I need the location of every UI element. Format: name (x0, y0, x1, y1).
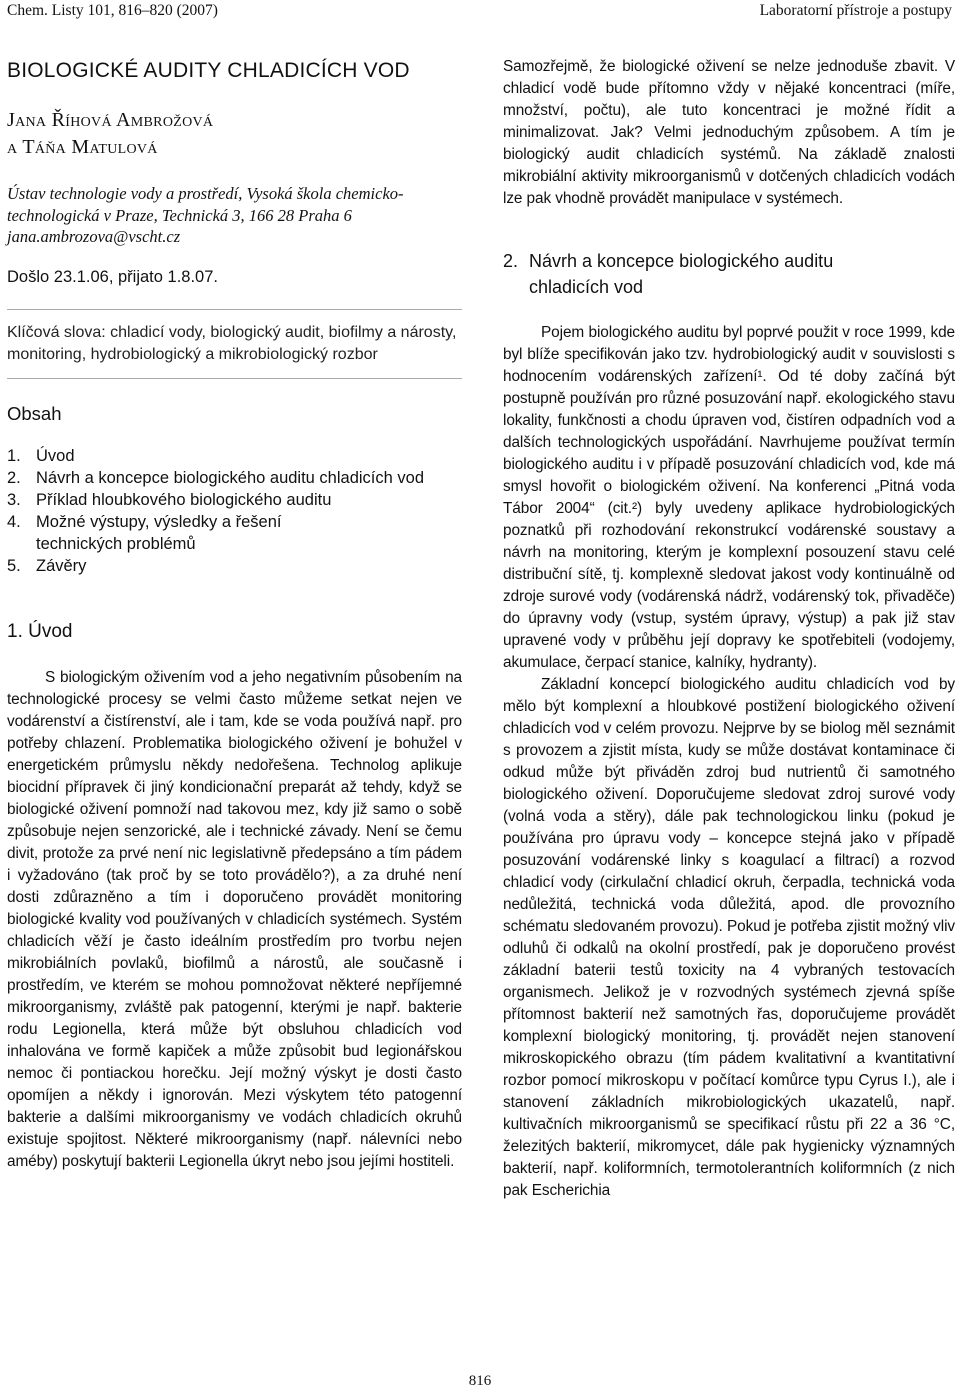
intro-paragraph: Samozřejmě, že biologické oživení se nelze jednoduše zbavit. V chladicí vodě bude přítomno vždy v nějaké koncentraci (míře, množství, počtu), ale tuto koncentraci je možné řídit a minimalizovat. Jak? Velmi jednoduchým způsobem. A tím je biologický audit chladicích systémů. Na základě znalosti mikrobiální aktivity mikroorganismů v dotčených chladicích vodách lze pak vhodně provádět manipulace v systémech. (503, 58, 955, 207)
journal-citation: Chem. Listy 101, 816–820 (2007) (7, 2, 218, 19)
author-2: a Táňa Matulová (7, 136, 158, 158)
section-1-heading: 1. Úvod (7, 620, 73, 642)
authors (7, 107, 462, 161)
article-title: BIOLOGICKÉ AUDITY CHLADICÍCH VOD (7, 59, 410, 82)
section-2-paragraph-2: Základní koncepcí biologického auditu chladicích vod by mělo být komplexní a hloubkové postižení biologického oživení chladicích vod v celém provozu. Nejprve by se biolog měl seznámit s provozem a zjistit místa, kudy se může dostávat kontaminace či odkud může být přiváděn zdroj bud nutrientů či samotného biologického oživení. Doporučujeme sledovat zdroj surové vody (volná voda a stěry), dále pak technologickou linku (pokud je používána pro úpravu vody – koncepce stejná jako v případě posuzování vodárenské linky s koagulací a filtrací) a rozvod chladicí vody (cirkulační chladicí okruh, čerpadla, technická voda nedůležitá, technická voda důležitá, apod. dle provozního schématu sledovaném provozu). Pokud je potřeba zjistit možný vliv odluhů či odkalů na okolní prostředí, pak je doporučeno provést základní baterii testů toxicity na 4 vybraných testovacích organismech. Jelikož je v rozvodných systémech zjevná spíše přítomnost bakterií než samotných řas, doporučujeme provádět komplexní biologický monitoring, tj. provádět nejen stanovení mikroskopického obrazu (tím pádem kvalitativní a kvantitativní rozbor pomocí mikroskopu v počítací komůrce typu Cyrus I.), ale i stanovení základních mikrobiologických ukazatelů, např. kultivačních mikroorganismů se specifikací růstu při 22 a 36 °C, železitých bakterií, mikromycet, dále pak hygienicky významných bakterií, např. koliformních, termotolerantních koliformních (z nich pak Escherichia (503, 676, 955, 1199)
section-2-heading: 2. Návrh a koncepce biologického auditu chladicích vod (503, 251, 834, 297)
toc-item: 3. Příklad hloubkového biologického auditu (7, 490, 332, 509)
section-2-paragraph-1: Pojem biologického auditu byl poprvé použit v roce 1999, kde byl blíže specifikován jako tzv. hydrobiologický audit v souvislosti s hodnocením vodárenských zařízení¹. Od té doby začíná být postupně používán pro různé posuzování např. ekologického stavu lokality, funkčnosti a chodu úpraven vod, čistíren odpadních vod a dalších technologických uspořádání. Navrhujeme používat termín biologického auditu i v případě posuzování chladicích vod, kde má smysl hovořit o biologickém oživení. Na konferenci „Pitná voda Tábor 2004“ (cit.²) byly uvedeny aplikace hydrobiologických poznatků při rozhodování rekonstrukcí vodárenské soustavy a návrh na monitoring, kterým je komplexní posouzení stavu celé distribuční sítě, tj. komplexně sledovat jakost vody kontinuálně od zdroje surové vody (vodárenská nádrž, vodárenský tok, přivaděče) do úpravny vody (vstup, systém úpravy, výstup) a pak již stav upravené vody v průběhu její dopravy ke spotřebiteli (vodojemy, akumulace, čerpací stanice, kalníky, hydranty). (503, 324, 955, 671)
left-column (7, 56, 462, 1173)
section-1-paragraph: S biologickým oživením vod a jeho negativním působením na technologické procesy se velmi často můžeme setkat nejen ve vodárenství a čistírenství, ale i tam, kde se voda používá např. pro potřeby chlazení. Problematika biologického oživení je bohužel v energetickém průmyslu někdy nedořešena. Technolog aplikuje biocidní přípravek či jiný kondicionační preparát až tehdy, když se biologické oživení pomnoží nad takovou mez, kdy již samo o sobě způsobuje nejen senzorické, ale i technické závady. Není se čemu divit, protože za prvé není nic legislativně předepsáno a tím pádem i vyžadováno (tak proč by se toto provádělo?), a za druhé není dosti zdůrazněno a tím i doporučeno provádět monitoring biologické kvality vod používaných v chladicích systémech. Systém chladicích věží je často ideálním prostředím pro tvorbu nejen mikrobiálních povlaků, biofilmů a nárostů, ale současně i prostředím, ve kterém se mohou pomnožovat některé nepříjemné mikroorganismy, zvláště pak patogenní, kterými je např. bakterie rodu Legionella, která může být obsluhou chladicích vod inhalována ve formě kapiček a může způsobit bud legionářskou nemoc či pontiackou horečku. Její možný výskyt je dosti často opomíjen a někdy i ignorován. Mezi výskytem této patogenní bakterie a dalšími mikroorganismy ve vodách chladicích okruhů existuje spojitost. Některé mikroorganismy (např. nálevníci nebo améby) poskytují bakterii Legionella úkryt nebo jsou jejími hostiteli. (7, 668, 462, 1170)
received-date: Došlo 23.1.06, přijato 1.8.07. (7, 267, 218, 286)
toc-item: 1. Úvod (7, 446, 75, 465)
contents-heading: Obsah (7, 402, 62, 424)
affiliation: Ústav technologie vody a prostředí, Vysoká škola chemicko-technologická v Praze, Technická 3, 166 28 Praha 6 (7, 184, 404, 225)
divider (7, 378, 462, 379)
right-column (503, 56, 955, 1202)
table-of-contents (7, 445, 462, 577)
keywords: Klíčová slova: chladicí vody, biologický audit, biofilmy a nárosty, monitoring, hydrobiologický a mikrobiologický rozbor (7, 323, 457, 363)
page-number: 816 (468, 1373, 492, 1389)
author-1: Jana Říhová Ambrožová (7, 109, 214, 131)
toc-item: 4. Možné výstupy, výsledky a řešení technických problémů (7, 512, 282, 553)
author-email: jana.ambrozova@vscht.cz (7, 227, 181, 246)
journal-section: Laboratorní přístroje a postupy (759, 2, 952, 19)
toc-item: 2. Návrh a koncepce biologického auditu chladicích vod (7, 468, 424, 487)
toc-item: 5. Závěry (7, 556, 87, 575)
